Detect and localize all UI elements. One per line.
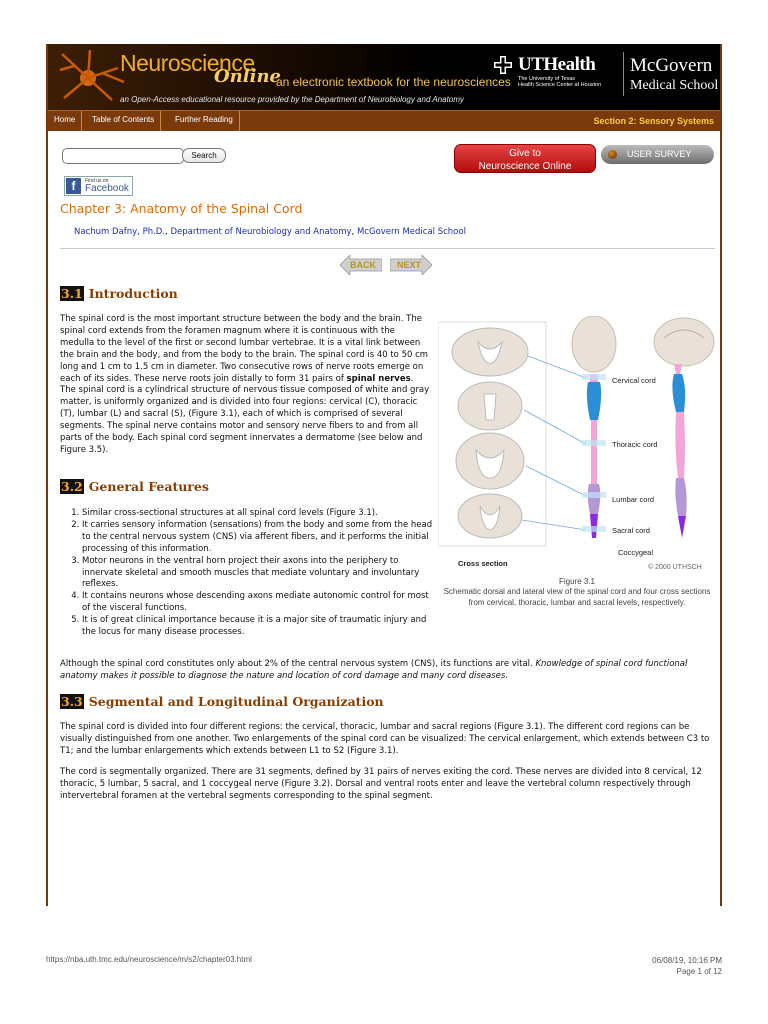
- next-button[interactable]: [390, 255, 432, 275]
- section-heading-segmental: [60, 694, 384, 709]
- list-item: 2. It carries sensory information (sensations) from the body and some from the head to the central nervous system (CNS) via afferent fibers, and it performs the initial processing of this information.: [82, 520, 434, 556]
- author-line: [74, 227, 466, 237]
- cross-section-thoracic: [458, 382, 522, 430]
- list-item: 4. It contains neurons whose descending axons mediate autonomic control for most of the visceral functions.: [82, 591, 434, 615]
- mcgovern-line1: McGovern: [630, 55, 713, 76]
- facebook-small-text: Find us on: [85, 178, 109, 184]
- section-title: General Features: [88, 479, 209, 494]
- back-button[interactable]: [340, 255, 382, 275]
- label-thoracic: Thoracic cord: [612, 440, 658, 449]
- section-title: Introduction: [88, 286, 178, 301]
- section-title: Segmental and Longitudinal Organization: [88, 694, 384, 709]
- chapter-title: Chapter 3: Anatomy of the Spinal Cord: [60, 201, 303, 216]
- next-label: NEXT: [397, 260, 422, 270]
- give-line1: Give to: [509, 148, 541, 159]
- mcgovern-line2: Medical School: [630, 78, 719, 93]
- label-cervical: Cervical cord: [612, 376, 656, 385]
- facebook-large-text: Facebook: [85, 183, 129, 194]
- author-sep1: ,: [165, 227, 168, 237]
- cross-section-lumbar: [456, 433, 524, 489]
- list-item: 3. Motor neurons in the ventral horn project their axons into the periphery to innervate skeletal and smooth muscles that mediate voluntary and involuntary reflexes.: [82, 556, 434, 592]
- search-input[interactable]: [62, 148, 184, 164]
- label-sacral: Sacral cord: [612, 526, 650, 535]
- segmental-paragraph-2: The cord is segmentally organized. There are 31 segments, defined by 31 pairs of nerves exiting the cord. These nerves are divided into 8 cervical, 12 thoracic, 5 lumbar, 5 sacral, and 1 coccygeal nerve (Figure 3.2). Dorsal and ventral roots enter and leave the vertebral column respectively through intervertebral foramen at the vertebral segments corresponding to the spinal segment.: [60, 767, 702, 801]
- print-footer-url: https://nba.uth.tmc.edu/neuroscience/m/s2/chapter03.html: [46, 955, 252, 964]
- intro-text-a: The spinal cord is the most important structure between the body and the brain. The spinal cord extends from the foramen magnum where it is continuous with the medulla to the level of the first or second lumbar vertebrae. It is a vital link between the brain and the body, and from the body to the brain. The spinal cord is 40 to 50 cm long and 1 cm to 1.5 cm in diameter. Two consecutive rows of nerve roots emerge on each of its sides. These nerve roots join distally to form 31 pairs of: [60, 314, 429, 384]
- divider: [60, 248, 715, 249]
- uthealth-sub2: Health Science Center at Houston: [518, 82, 602, 88]
- uthealth-sub1: The University of Texas: [518, 76, 576, 82]
- section-number: 3.2: [61, 479, 83, 494]
- section-heading-introduction: [60, 286, 178, 301]
- uthealth-cross-icon: [494, 56, 512, 74]
- user-survey-button[interactable]: [601, 145, 714, 164]
- print-footer-datetime: 06/08/19, 10:16 PM: [652, 956, 722, 965]
- uthealth-logo[interactable]: [496, 54, 601, 88]
- facebook-icon: f: [66, 178, 81, 194]
- section-number: 3.1: [61, 286, 83, 301]
- neuron-logo-icon: [54, 48, 126, 106]
- banner-tagline: an electronic textbook for the neurosciences: [276, 75, 511, 89]
- nav-section-link[interactable]: Section 2: Sensory Systems: [593, 116, 714, 126]
- nav-table-of-contents[interactable]: Table of Contents: [86, 111, 161, 131]
- label-cross-section: Cross section: [458, 559, 508, 568]
- give-button[interactable]: [454, 144, 596, 173]
- list-item: 1. Similar cross-sectional structures at all spinal cord levels (Figure 3.1).: [82, 508, 434, 520]
- author-link[interactable]: Nachum Dafny, Ph.D.: [74, 227, 166, 237]
- spinal-cord-figure: [438, 316, 716, 576]
- figure-caption: Schematic dorsal and lateral view of the spinal cord and four cross sections from cervical, thoracic, lumbar and sacral levels, respectively.: [443, 587, 711, 607]
- nav-further-reading[interactable]: Further Reading: [169, 111, 240, 131]
- search-button[interactable]: Search: [182, 148, 226, 163]
- banner-subline: an Open-Access educational resource provided by the Department of Neurobiology and Anatomy: [120, 95, 464, 104]
- intro-bold-term: spinal nerves: [346, 373, 411, 384]
- figure-3-1: [438, 316, 716, 616]
- school-link[interactable]: McGovern Medical School: [356, 227, 466, 237]
- banner-divider: [623, 52, 624, 96]
- label-coccygeal: Coccygeal: [618, 548, 654, 557]
- survey-label: USER SURVEY: [627, 149, 692, 159]
- figure-caption-title: Figure 3.1: [558, 577, 596, 586]
- section-heading-general-features: [60, 479, 209, 494]
- brand-suffix: Online: [214, 66, 281, 87]
- author-sep2: ,: [351, 227, 355, 237]
- uthealth-name: UTHealth: [518, 54, 596, 75]
- survey-dot-icon: [608, 150, 617, 159]
- label-lumbar: Lumbar cord: [612, 495, 655, 504]
- print-footer-page: Page 1 of 12: [676, 967, 722, 976]
- features-list: [60, 508, 434, 639]
- department-link[interactable]: Department of Neurobiology and Anatomy: [170, 227, 352, 237]
- facebook-badge[interactable]: [64, 176, 133, 196]
- summary-text: Although the spinal cord constitutes only about 2% of the central nervous system (CNS), its functions are vital.: [60, 659, 536, 669]
- intro-paragraph: [60, 314, 430, 457]
- cross-section-sacral: [458, 494, 522, 538]
- label-copyright: © 2000 UTHSCH: [648, 564, 702, 571]
- intro-text-b: . The spinal cord is a cylindrical structure of nervous tissue composed of white and gray matter, is uniformly organized and is divided into four regions: cervical (C), thoracic (T), lumbar (L) and sacral (S), (Figure 3.1), each of which is comprised of several segments. The spinal nerve contains motor and sensory nerve fibers to and from all parts of the body. Each spinal cord segment innervates a dermatome (see below and Figure 3.5).: [60, 373, 430, 455]
- mcgovern-logo[interactable]: [630, 56, 718, 96]
- summary-italic: Knowledge of spinal cord functional anatomy makes it possible to diagnose the nature and location of cord damage and many cord diseases.: [60, 659, 688, 681]
- site-banner: [48, 44, 720, 110]
- top-navbar: [48, 110, 720, 131]
- nav-home[interactable]: Home: [48, 111, 82, 131]
- print-footer-info: [652, 955, 722, 977]
- section-number: 3.3: [61, 694, 83, 709]
- brand-name: Neuroscience: [120, 50, 255, 76]
- cross-section-cervical: [452, 328, 528, 376]
- back-label: BACK: [350, 260, 376, 270]
- give-line2: Neuroscience Online: [478, 161, 572, 172]
- features-summary: [60, 659, 716, 683]
- list-item: 5. It is of great clinical importance because it is a major site of traumatic injury and the locus for many disease processes.: [82, 615, 434, 639]
- segmental-paragraph-1: The spinal cord is divided into four different regions: the cervical, thoracic, lumbar and sacral regions (Figure 3.1). The different cord regions can be visually distinguished from one another. Two enlargements of the spinal cord can be visualized: The cervical enlargement, which extends between C3 to T1; and the lumbar enlargements which extends between L1 to S2 (Figure 3.1).: [60, 722, 710, 756]
- page-frame: [46, 44, 722, 906]
